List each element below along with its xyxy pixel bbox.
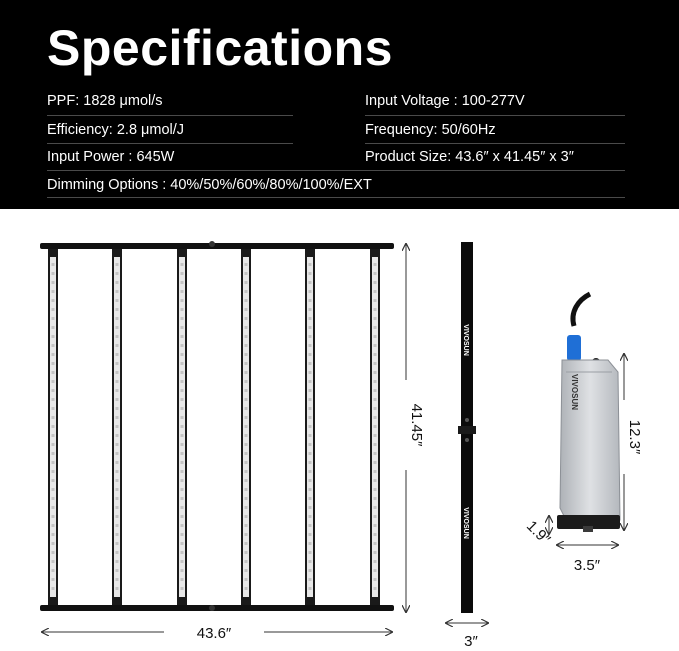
led-diode [245, 506, 248, 509]
led-diode [374, 587, 377, 590]
led-diode [181, 407, 184, 410]
led-diode [374, 542, 377, 545]
led-diode [374, 263, 377, 266]
led-diode [116, 470, 119, 473]
led-diode [181, 569, 184, 572]
led-diode [52, 299, 55, 302]
led-diode [374, 344, 377, 347]
led-diode [245, 353, 248, 356]
led-diode [116, 434, 119, 437]
led-diode [309, 542, 312, 545]
led-diode [52, 308, 55, 311]
led-diode [52, 434, 55, 437]
led-diode [245, 308, 248, 311]
led-diode [181, 587, 184, 590]
led-diode [52, 515, 55, 518]
led-diode [181, 506, 184, 509]
led-diode [309, 335, 312, 338]
led-diode [52, 344, 55, 347]
spec-input-power: Input Power : 645W [47, 149, 175, 165]
led-diode [116, 380, 119, 383]
led-diode [245, 569, 248, 572]
divider [47, 143, 293, 144]
led-diode [245, 497, 248, 500]
led-diode [116, 281, 119, 284]
led-diode [116, 335, 119, 338]
led-diode [181, 299, 184, 302]
spec-frequency: Frequency: 50/60Hz [365, 122, 496, 138]
fixture-front-view [40, 241, 394, 611]
led-diode [245, 272, 248, 275]
led-diode [52, 443, 55, 446]
side-bar-screw [465, 418, 469, 422]
led-diode [181, 425, 184, 428]
led-diode [181, 416, 184, 419]
led-diode [374, 551, 377, 554]
led-diode [52, 479, 55, 482]
led-diode [116, 515, 119, 518]
led-diode [309, 524, 312, 527]
led-diode [245, 335, 248, 338]
led-diode [52, 542, 55, 545]
led-diode [245, 443, 248, 446]
led-diode [309, 299, 312, 302]
led-diode [374, 299, 377, 302]
led-diode [245, 407, 248, 410]
led-diode [116, 506, 119, 509]
led-diode [309, 578, 312, 581]
led-diode [309, 308, 312, 311]
led-diode [374, 470, 377, 473]
led-diode [309, 452, 312, 455]
led-diode [374, 569, 377, 572]
led-diode [52, 353, 55, 356]
led-diode [52, 461, 55, 464]
driver-width-dimension [557, 545, 618, 574]
width-dimension [42, 625, 392, 642]
led-diode [116, 407, 119, 410]
led-diode [374, 362, 377, 365]
led-diode [181, 551, 184, 554]
led-diode [181, 488, 184, 491]
led-diode [374, 308, 377, 311]
spec-dimming: Dimming Options : 40%/50%/60%/80%/100%/EXT [47, 177, 372, 193]
led-diode [52, 380, 55, 383]
led-diode [374, 407, 377, 410]
led-diode [52, 272, 55, 275]
led-diode [52, 533, 55, 536]
side-bar-brand-top: VIVOSUN [462, 324, 469, 356]
led-diode [374, 380, 377, 383]
led-diode [309, 470, 312, 473]
led-diode [181, 560, 184, 563]
led-diode [116, 353, 119, 356]
led-diode [374, 524, 377, 527]
led-diode [374, 578, 377, 581]
led-diode [116, 398, 119, 401]
led-diode [374, 416, 377, 419]
led-diode [116, 524, 119, 527]
led-diode [374, 281, 377, 284]
led-diode [116, 587, 119, 590]
led-diode [245, 425, 248, 428]
led-diode [245, 281, 248, 284]
led-diode [116, 308, 119, 311]
led-diode [374, 272, 377, 275]
led-diode [116, 326, 119, 329]
led-diode [309, 569, 312, 572]
led-diode [309, 434, 312, 437]
driver-cable [573, 294, 590, 326]
led-diode [181, 290, 184, 293]
led-diode [309, 290, 312, 293]
fixture-side-view [458, 242, 476, 613]
led-diode [181, 479, 184, 482]
led-diode [374, 290, 377, 293]
led-diode [52, 452, 55, 455]
led-diode [52, 587, 55, 590]
spec-ppf: PPF: 1828 μmol/s [47, 93, 163, 109]
led-diode [52, 506, 55, 509]
led-diode [116, 452, 119, 455]
bottom-frame-rail [40, 605, 394, 611]
led-diode [181, 443, 184, 446]
led-diode [245, 326, 248, 329]
led-diode [309, 398, 312, 401]
led-diode [116, 425, 119, 428]
led-diode [116, 542, 119, 545]
led-diode [116, 461, 119, 464]
led-diode [181, 461, 184, 464]
led-diode [181, 497, 184, 500]
led-diode [309, 506, 312, 509]
led-diode [52, 326, 55, 329]
led-diode [245, 290, 248, 293]
fixture-height-label: 41.45″ [408, 403, 425, 447]
driver-height-label: 1.9″ [522, 517, 554, 549]
page-title: Specifications [47, 20, 393, 76]
led-diode [245, 524, 248, 527]
product-diagram [0, 209, 679, 651]
led-diode [181, 353, 184, 356]
driver-height-dimension [523, 516, 554, 549]
led-diode [116, 569, 119, 572]
led-diode [181, 452, 184, 455]
led-diode [245, 344, 248, 347]
led-diode [309, 533, 312, 536]
side-bar-brand-bottom: VIVOSUN [462, 507, 469, 539]
led-diode [309, 389, 312, 392]
led-diode [245, 434, 248, 437]
led-diode [181, 335, 184, 338]
led-diode [116, 362, 119, 365]
led-diode [309, 488, 312, 491]
led-diode [245, 488, 248, 491]
led-diode [374, 515, 377, 518]
led-diode [116, 263, 119, 266]
led-diode [245, 317, 248, 320]
led-diode [116, 317, 119, 320]
led-diode [245, 389, 248, 392]
led-diode [52, 263, 55, 266]
led-diode [116, 344, 119, 347]
led-diode [309, 281, 312, 284]
led-diode [52, 389, 55, 392]
led-diode [181, 470, 184, 473]
led-diode [52, 569, 55, 572]
led-diode [374, 389, 377, 392]
led-diode [245, 299, 248, 302]
led-diode [181, 281, 184, 284]
led-diode [181, 344, 184, 347]
divider [47, 170, 625, 171]
led-diode [374, 371, 377, 374]
led-diode [52, 335, 55, 338]
driver-length-dimension [624, 354, 643, 530]
led-diode [374, 452, 377, 455]
led-diode [116, 488, 119, 491]
led-diode [116, 299, 119, 302]
led-diode [181, 533, 184, 536]
led-diode [116, 290, 119, 293]
led-diode [52, 371, 55, 374]
led-diode [52, 560, 55, 563]
led-diode [309, 344, 312, 347]
led-diode [181, 380, 184, 383]
fixture-depth-label: 3″ [464, 633, 478, 650]
top-frame-rail [40, 243, 394, 249]
driver-connector [567, 335, 581, 361]
led-diode [116, 497, 119, 500]
led-diode [181, 263, 184, 266]
spec-efficiency: Efficiency: 2.8 μmol/J [47, 122, 185, 138]
led-diode [181, 434, 184, 437]
hanging-hook [209, 605, 215, 611]
led-diode [309, 443, 312, 446]
led-diode [181, 326, 184, 329]
depth-dimension [446, 623, 488, 650]
led-diode [181, 272, 184, 275]
fixture-width-label: 43.6″ [196, 625, 232, 642]
spec-product-size: Product Size: 43.6″ x 41.45″ x 3″ [365, 149, 574, 165]
led-diode [374, 479, 377, 482]
led-diode [374, 425, 377, 428]
led-diode [245, 380, 248, 383]
led-diode [116, 371, 119, 374]
led-diode [245, 479, 248, 482]
led-diode [181, 317, 184, 320]
led-diode [245, 416, 248, 419]
led-diode [374, 326, 377, 329]
led-diode [374, 353, 377, 356]
led-diode [309, 263, 312, 266]
led-diode [52, 416, 55, 419]
led-diode [116, 389, 119, 392]
driver-brand: VIVOSUN [570, 373, 579, 411]
led-diode [116, 479, 119, 482]
led-diode [374, 434, 377, 437]
led-diode [309, 479, 312, 482]
driver-label-tag [583, 526, 593, 532]
led-diode [309, 407, 312, 410]
led-diode [374, 488, 377, 491]
led-diode [245, 371, 248, 374]
led-diode [181, 515, 184, 518]
led-diode [245, 578, 248, 581]
led-diode [116, 560, 119, 563]
led-diode [309, 560, 312, 563]
led-diode [245, 398, 248, 401]
led-diode [52, 362, 55, 365]
led-diode [52, 578, 55, 581]
led-diode [309, 353, 312, 356]
spec-input-voltage: Input Voltage : 100-277V [365, 93, 525, 109]
led-diode [52, 425, 55, 428]
led-diode [245, 470, 248, 473]
led-diode [52, 524, 55, 527]
led-diode [52, 488, 55, 491]
led-diode [181, 578, 184, 581]
led-diode [245, 263, 248, 266]
led-diode [309, 551, 312, 554]
led-diode [309, 272, 312, 275]
led-diode [309, 497, 312, 500]
side-bar-screw [465, 438, 469, 442]
led-diode [52, 290, 55, 293]
led-diode [374, 398, 377, 401]
led-diode [309, 425, 312, 428]
led-diode [374, 443, 377, 446]
led-diode [181, 362, 184, 365]
led-diode [116, 443, 119, 446]
led-diode [374, 533, 377, 536]
led-diode [116, 551, 119, 554]
led-diode [374, 461, 377, 464]
led-diode [52, 407, 55, 410]
led-diode [309, 380, 312, 383]
led-diode [52, 497, 55, 500]
led-diode [245, 551, 248, 554]
led-diode [309, 515, 312, 518]
led-diode [116, 416, 119, 419]
led-diode [309, 362, 312, 365]
led-diode [181, 389, 184, 392]
led-diode [181, 524, 184, 527]
divider [47, 197, 625, 198]
divider [365, 115, 625, 116]
led-diode [116, 578, 119, 581]
led-diode [116, 272, 119, 275]
led-diode [245, 587, 248, 590]
led-diode [374, 560, 377, 563]
led-diode [374, 506, 377, 509]
led-diode [181, 398, 184, 401]
led-diode [309, 416, 312, 419]
led-diode [245, 533, 248, 536]
led-diode [116, 533, 119, 536]
led-diode [181, 308, 184, 311]
led-diode [52, 398, 55, 401]
led-diode [245, 461, 248, 464]
driver-body [560, 360, 620, 520]
led-diode [52, 470, 55, 473]
driver-width-label: 3.5″ [573, 557, 601, 574]
driver-unit [557, 294, 620, 532]
divider [47, 115, 293, 116]
led-diode [309, 371, 312, 374]
led-diode [309, 317, 312, 320]
led-diode [245, 515, 248, 518]
led-diode [245, 560, 248, 563]
led-diode [245, 542, 248, 545]
specifications-header [0, 0, 679, 209]
led-bars [48, 249, 380, 605]
led-diode [52, 317, 55, 320]
led-diode [245, 452, 248, 455]
driver-length-label: 12.3″ [626, 419, 643, 455]
led-diode [309, 326, 312, 329]
led-diode [181, 542, 184, 545]
side-bar-clip [458, 426, 476, 434]
divider [365, 143, 625, 144]
hanging-hook [209, 241, 215, 247]
led-diode [52, 551, 55, 554]
led-diode [52, 281, 55, 284]
led-diode [245, 362, 248, 365]
led-diode [181, 371, 184, 374]
led-diode [374, 317, 377, 320]
led-diode [309, 587, 312, 590]
led-diode [374, 497, 377, 500]
led-diode [309, 461, 312, 464]
height-dimension [406, 244, 425, 612]
led-diode [374, 335, 377, 338]
